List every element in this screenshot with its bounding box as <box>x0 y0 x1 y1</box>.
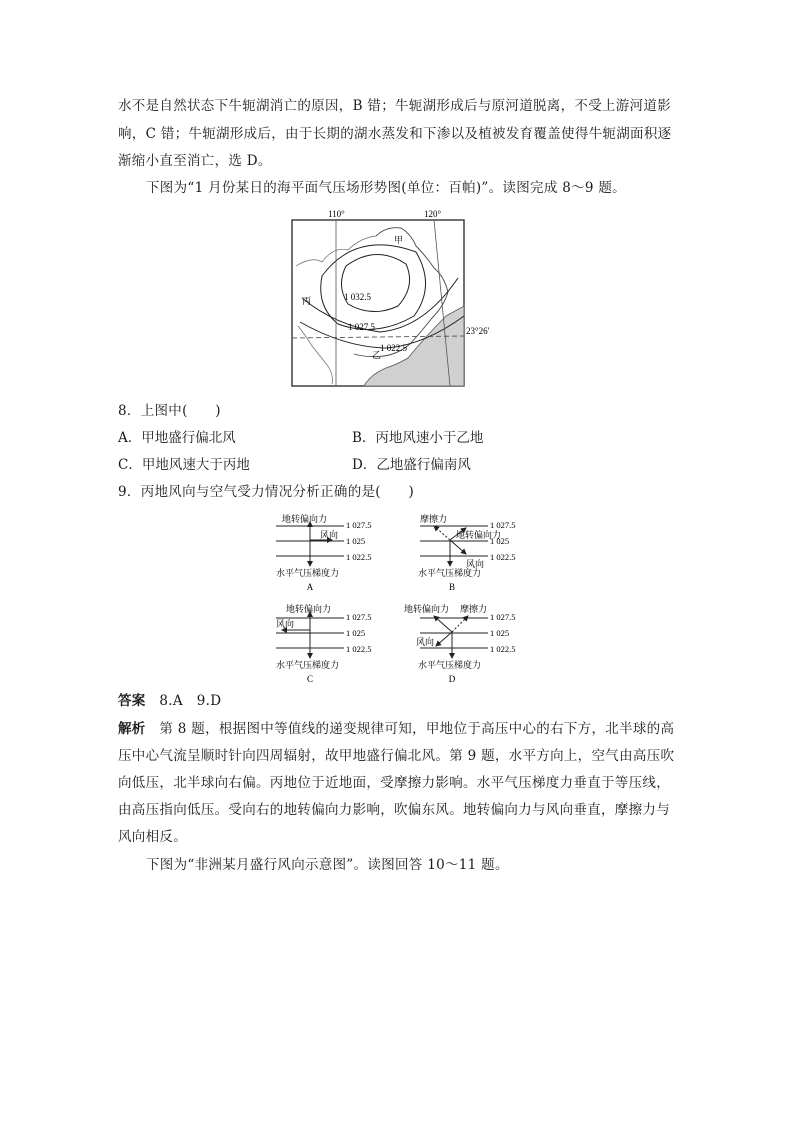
diagram-d-coriolis-label: 地转偏向力 <box>404 604 450 614</box>
diagram-a-coriolis-label: 地转偏向力 <box>282 514 328 524</box>
diagram-a-isobar-3: 1 022.5 <box>346 552 372 562</box>
next-intro: 下图为“非洲某月盛行风向示意图”。读图回答 10～11 题。 <box>146 857 509 873</box>
q8-option-b: B．丙地风速小于乙地 <box>352 430 484 446</box>
q8-option-c: C．甲地风速大于丙地 <box>118 457 250 473</box>
force-diagrams-figure <box>270 510 536 686</box>
diagram-b-pgf-label: 水平气压梯度力 <box>418 568 482 578</box>
intro-line-3: 渐缩小直至消亡，选 D。 <box>118 153 272 169</box>
diagram-d-letter: D <box>448 674 456 684</box>
diagram-b-wind-label: 风向 <box>466 559 485 569</box>
isobar-label-1032: 1 032.5 <box>344 292 371 302</box>
analysis-text-1: 第 8 题，根据图中等值线的递变规律可知，甲地位于高压中心的右下方，北半球的高 <box>145 721 675 737</box>
pressure-map-figure <box>276 206 516 392</box>
point-label-bing: 丙 <box>302 296 312 306</box>
analysis-line-3: 向低压，北半球向右偏。丙地位于近地面，受摩擦力影响。水平气压梯度力垂直于等压线， <box>118 775 670 791</box>
diagram-d-isobar-1: 1 027.5 <box>490 612 516 622</box>
diagram-a-isobar-1: 1 027.5 <box>346 520 372 530</box>
lat-label-tropic: 23°26′ <box>466 326 490 336</box>
answer-line <box>118 691 678 711</box>
diagram-c-letter: C <box>306 674 314 684</box>
point-label-jia: 甲 <box>394 235 404 245</box>
analysis-line-5: 风向相反。 <box>118 829 187 845</box>
diagram-c-isobar-2: 1 025 <box>346 628 366 638</box>
diagram-c-wind-label: 风向 <box>276 619 295 629</box>
q8-option-d: D．乙地盛行偏南风 <box>352 457 471 473</box>
map-intro: 下图为“1 月份某日的海平面气压场形势图(单位：百帕)”。读图完成 8～9 题。 <box>146 180 626 196</box>
diagram-a-letter: A <box>306 582 314 592</box>
analysis-line-4: 由高压指向低压。受向右的地转偏向力影响，吹偏东风。地转偏向力与风向垂直，摩擦力与 <box>118 802 670 818</box>
lon-label-110: 110° <box>328 209 345 219</box>
analysis-label: 解析 <box>118 721 146 737</box>
diagram-c-isobar-1: 1 027.5 <box>346 612 372 622</box>
diagram-a-wind-label: 风向 <box>320 530 339 540</box>
diagram-c <box>276 603 372 684</box>
isobar-label-1022: 1 022.5 <box>380 343 407 353</box>
analysis-line-1 <box>118 719 678 739</box>
diagram-a-isobar-2: 1 025 <box>346 536 366 546</box>
lon-label-120: 120° <box>424 209 442 219</box>
point-label-yi: 乙 <box>372 350 382 360</box>
answer-text: 8.A 9.D <box>145 693 222 709</box>
diagram-d-isobar-2: 1 025 <box>490 628 510 638</box>
diagram-b-isobar-1: 1 027.5 <box>490 520 516 530</box>
answer-label: 答案 <box>118 693 146 709</box>
diagram-b <box>418 513 516 592</box>
intro-line-2: 响，C 错；牛轭湖形成后，由于长期的湖水蒸发和下渗以及植被发育覆盖使得牛轭湖面积逐 <box>118 126 672 142</box>
q8-stem: 8．上图中( ) <box>118 403 221 419</box>
q9-stem: 9．丙地风向与空气受力情况分析正确的是( ) <box>118 484 415 500</box>
diagram-d-friction-label: 摩擦力 <box>460 604 488 614</box>
diagram-c-pgf-label: 水平气压梯度力 <box>276 660 340 670</box>
analysis-line-2: 压中心气流呈顺时针向四周辐射，故甲地盛行偏北风。第 9 题，水平方向上，空气由高压吹 <box>118 748 675 764</box>
diagram-b-coriolis-label: 地转偏向力 <box>456 530 502 540</box>
diagram-a <box>276 513 372 592</box>
diagram-b-letter: B <box>448 582 456 592</box>
diagram-b-isobar-3: 1 022.5 <box>490 552 516 562</box>
diagram-d-wind-label: 风向 <box>416 637 435 647</box>
intro-line-1: 水不是自然状态下牛轭湖消亡的原因，B 错；牛轭湖形成后与原河道脱离，不受上游河道影 <box>118 98 672 114</box>
isobar-label-1027: 1 027.5 <box>348 322 375 332</box>
q8-option-a: A．甲地盛行偏北风 <box>118 430 236 446</box>
diagram-b-friction-label: 摩擦力 <box>420 514 448 524</box>
diagram-c-coriolis-label: 地转偏向力 <box>286 604 332 614</box>
diagram-c-isobar-3: 1 022.5 <box>346 644 372 654</box>
diagram-d <box>404 603 516 684</box>
diagram-b-isobar-2: 1 025 <box>490 536 510 546</box>
diagram-d-pgf-label: 水平气压梯度力 <box>418 660 482 670</box>
diagram-d-isobar-3: 1 022.5 <box>490 644 516 654</box>
diagram-a-pgf-label: 水平气压梯度力 <box>276 568 340 578</box>
